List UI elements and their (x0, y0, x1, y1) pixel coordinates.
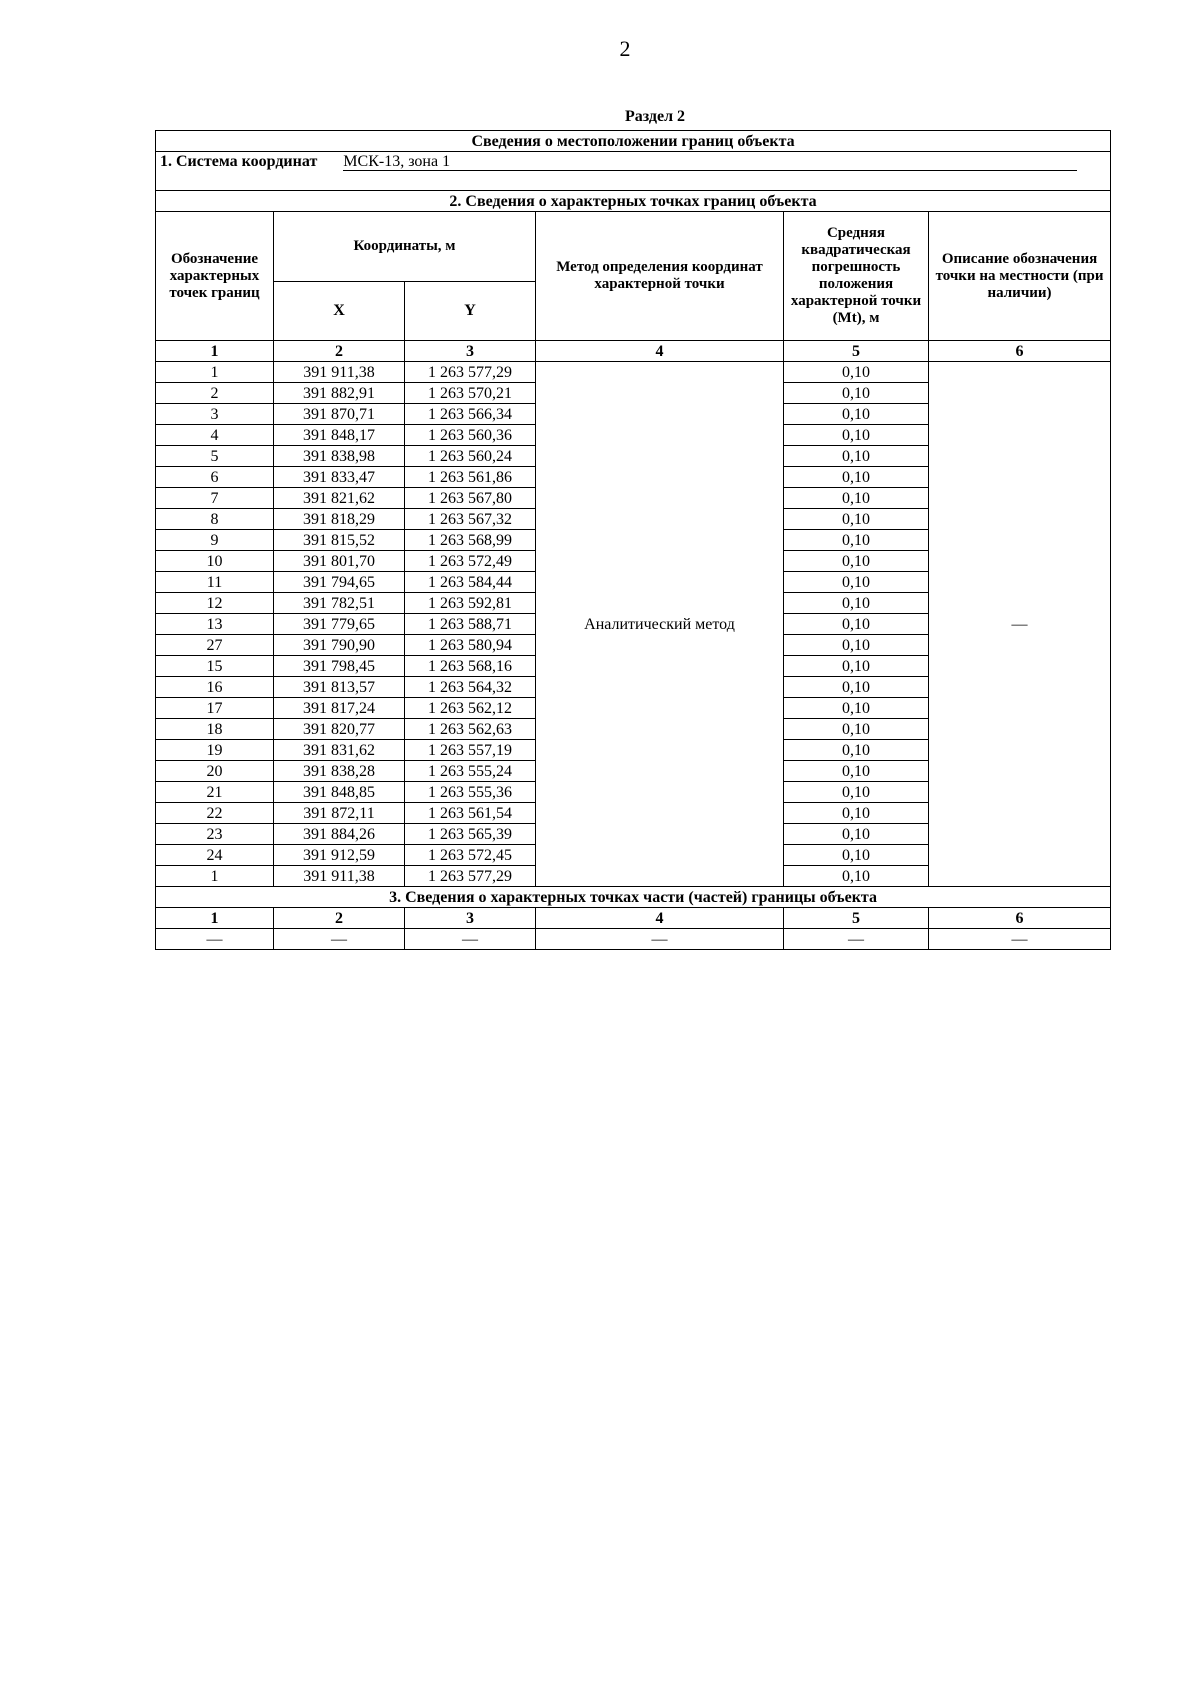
header-method: Метод определения координат характерной точки (536, 212, 784, 341)
point-y: 1 263 567,32 (405, 509, 536, 530)
point-y: 1 263 564,32 (405, 677, 536, 698)
point-mt: 0,10 (784, 467, 929, 488)
header-coordinates: Координаты, м (274, 212, 536, 282)
point-id: 9 (156, 530, 274, 551)
parts-cell: — (156, 929, 274, 950)
point-x: 391 820,77 (274, 719, 405, 740)
point-y: 1 263 577,29 (405, 866, 536, 887)
point-mt: 0,10 (784, 446, 929, 467)
point-y: 1 263 572,45 (405, 845, 536, 866)
point-y: 1 263 580,94 (405, 635, 536, 656)
point-y: 1 263 555,24 (405, 761, 536, 782)
point-id: 12 (156, 593, 274, 614)
point-x: 391 779,65 (274, 614, 405, 635)
point-y: 1 263 561,54 (405, 803, 536, 824)
point-x: 391 817,24 (274, 698, 405, 719)
point-mt: 0,10 (784, 614, 929, 635)
point-x: 391 882,91 (274, 383, 405, 404)
point-mt: 0,10 (784, 635, 929, 656)
point-mt: 0,10 (784, 656, 929, 677)
point-x: 391 848,85 (274, 782, 405, 803)
coord-system-row (156, 152, 1111, 173)
point-x: 391 818,29 (274, 509, 405, 530)
point-x: 391 782,51 (274, 593, 405, 614)
point-mt: 0,10 (784, 845, 929, 866)
point-y: 1 263 560,24 (405, 446, 536, 467)
point-id: 22 (156, 803, 274, 824)
point-id: 23 (156, 824, 274, 845)
point-id: 1 (156, 866, 274, 887)
point-y: 1 263 562,12 (405, 698, 536, 719)
parts-cell: — (405, 929, 536, 950)
table-row (156, 362, 1111, 383)
point-id: 10 (156, 551, 274, 572)
point-id: 8 (156, 509, 274, 530)
column-number: 2 (274, 341, 405, 362)
point-x: 391 870,71 (274, 404, 405, 425)
point-y: 1 263 577,29 (405, 362, 536, 383)
point-id: 15 (156, 656, 274, 677)
column-number: 6 (929, 341, 1111, 362)
point-id: 24 (156, 845, 274, 866)
point-x: 391 831,62 (274, 740, 405, 761)
point-mt: 0,10 (784, 803, 929, 824)
description-cell: — (929, 362, 1111, 887)
column-number: 6 (929, 908, 1111, 929)
header-point-designation: Обозначение характерных точек границ (156, 212, 274, 341)
point-x: 391 884,26 (274, 824, 405, 845)
point-x: 391 912,59 (274, 845, 405, 866)
point-y: 1 263 562,63 (405, 719, 536, 740)
point-y: 1 263 567,80 (405, 488, 536, 509)
point-mt: 0,10 (784, 761, 929, 782)
section-title: Раздел 2 (624, 108, 686, 125)
point-mt: 0,10 (784, 782, 929, 803)
point-y: 1 263 555,36 (405, 782, 536, 803)
point-y: 1 263 568,16 (405, 656, 536, 677)
method-cell: Аналитический метод (536, 362, 784, 887)
point-y: 1 263 584,44 (405, 572, 536, 593)
column-number: 5 (784, 341, 929, 362)
point-mt: 0,10 (784, 572, 929, 593)
points-section-title: 2. Сведения о характерных точках границ объекта (156, 191, 1111, 212)
point-mt: 0,10 (784, 404, 929, 425)
point-x: 391 872,11 (274, 803, 405, 824)
point-mt: 0,10 (784, 530, 929, 551)
point-x: 391 833,47 (274, 467, 405, 488)
point-id: 7 (156, 488, 274, 509)
point-mt: 0,10 (784, 824, 929, 845)
point-mt: 0,10 (784, 488, 929, 509)
point-x: 391 790,90 (274, 635, 405, 656)
column-number: 1 (156, 341, 274, 362)
column-numbers-row (156, 341, 1111, 362)
column-number: 3 (405, 341, 536, 362)
blank-row (156, 172, 1111, 191)
point-mt: 0,10 (784, 362, 929, 383)
point-x: 391 911,38 (274, 866, 405, 887)
point-mt: 0,10 (784, 425, 929, 446)
point-x: 391 838,98 (274, 446, 405, 467)
point-x: 391 815,52 (274, 530, 405, 551)
point-id: 27 (156, 635, 274, 656)
parts-cell: — (784, 929, 929, 950)
page-number: 2 (619, 36, 631, 61)
point-x: 391 838,28 (274, 761, 405, 782)
point-id: 6 (156, 467, 274, 488)
parts-column-numbers-row (156, 908, 1111, 929)
coord-system-value: МСК-13, зона 1 (343, 153, 1077, 171)
point-id: 20 (156, 761, 274, 782)
point-y: 1 263 592,81 (405, 593, 536, 614)
point-mt: 0,10 (784, 593, 929, 614)
point-x: 391 821,62 (274, 488, 405, 509)
parts-section-title: 3. Сведения о характерных точках части (частей) границы объекта (156, 887, 1111, 908)
column-number: 4 (536, 341, 784, 362)
point-id: 1 (156, 362, 274, 383)
point-mt: 0,10 (784, 383, 929, 404)
coord-system-label: 1. Система координат (160, 153, 318, 170)
point-y: 1 263 561,86 (405, 467, 536, 488)
parts-cell: — (274, 929, 405, 950)
point-mt: 0,10 (784, 551, 929, 572)
point-x: 391 848,17 (274, 425, 405, 446)
point-mt: 0,10 (784, 719, 929, 740)
point-y: 1 263 557,19 (405, 740, 536, 761)
point-y: 1 263 568,99 (405, 530, 536, 551)
header-y: Y (405, 281, 536, 340)
column-number: 3 (405, 908, 536, 929)
point-id: 2 (156, 383, 274, 404)
point-mt: 0,10 (784, 698, 929, 719)
header-description: Описание обозначения точки на местности (при наличии) (929, 212, 1111, 341)
point-mt: 0,10 (784, 509, 929, 530)
point-id: 18 (156, 719, 274, 740)
point-mt: 0,10 (784, 866, 929, 887)
point-y: 1 263 560,36 (405, 425, 536, 446)
table-title: Сведения о местоположении границ объекта (156, 131, 1111, 152)
point-x: 391 794,65 (274, 572, 405, 593)
point-x: 391 813,57 (274, 677, 405, 698)
point-id: 21 (156, 782, 274, 803)
point-x: 391 911,38 (274, 362, 405, 383)
point-x: 391 798,45 (274, 656, 405, 677)
parts-cell: — (929, 929, 1111, 950)
point-y: 1 263 570,21 (405, 383, 536, 404)
boundary-table (155, 130, 1111, 950)
point-id: 3 (156, 404, 274, 425)
header-x: X (274, 281, 405, 340)
point-mt: 0,10 (784, 740, 929, 761)
point-y: 1 263 572,49 (405, 551, 536, 572)
column-number: 4 (536, 908, 784, 929)
point-id: 13 (156, 614, 274, 635)
point-id: 11 (156, 572, 274, 593)
column-number: 2 (274, 908, 405, 929)
point-y: 1 263 588,71 (405, 614, 536, 635)
point-y: 1 263 566,34 (405, 404, 536, 425)
column-number: 1 (156, 908, 274, 929)
parts-row (156, 929, 1111, 950)
point-y: 1 263 565,39 (405, 824, 536, 845)
point-id: 16 (156, 677, 274, 698)
point-id: 17 (156, 698, 274, 719)
point-x: 391 801,70 (274, 551, 405, 572)
header-error: Средняя квадратическая погрешность положения характерной точки (Mt), м (784, 212, 929, 341)
point-id: 5 (156, 446, 274, 467)
point-mt: 0,10 (784, 677, 929, 698)
column-number: 5 (784, 908, 929, 929)
parts-cell: — (536, 929, 784, 950)
point-id: 4 (156, 425, 274, 446)
point-id: 19 (156, 740, 274, 761)
